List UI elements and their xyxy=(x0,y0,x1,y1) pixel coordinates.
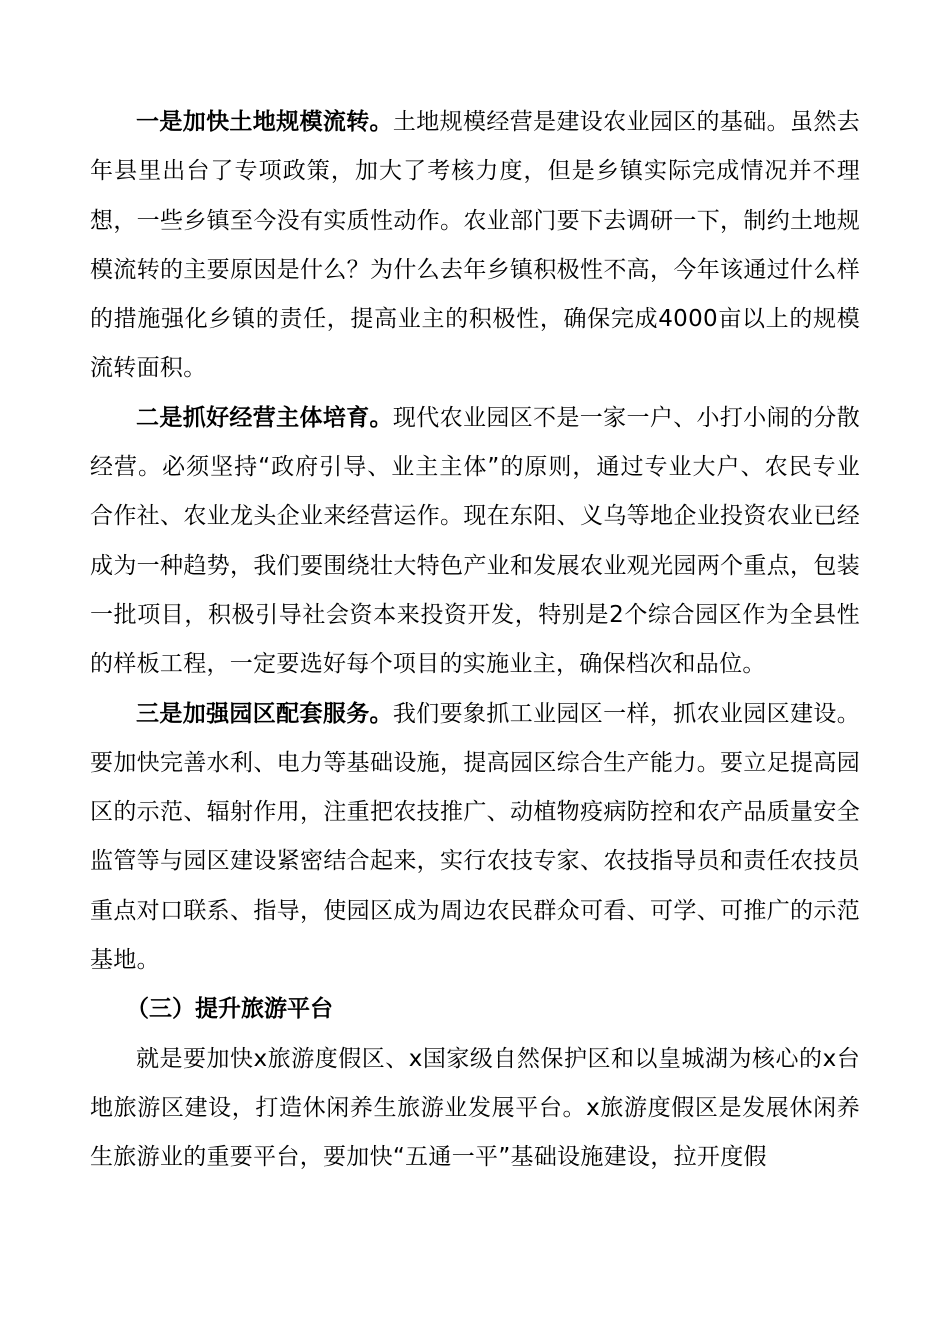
paragraph-tourism: 就是要加快x旅游度假区、x国家级自然保护区和以皇城湖为核心的x台地旅游区建设，打造休闲养生旅游业发展平台。x旅游度假区是发展休闲养生旅游业的重要平台，要加快“五通一平”基础设施建设，拉开度假 xyxy=(90,1045,860,1171)
paragraph-text: 土地规模经营是建设农业园区的基础。虽然去年县里出台了专项政策，加大了考核力度，但是乡镇实际完成情况并不理想，一些乡镇至今没有实质性动作。农业部门要下去调研一下，制约土地规模流转的主要原因是什么？为什么去年乡镇积极性不高，今年该通过什么样的措施强化乡镇的责任，提高业主的积极性，确保完成4000亩以上的规模流转面积。 xyxy=(90,109,860,382)
paragraph-operator-cultivation xyxy=(90,394,860,690)
paragraph-lead: 三是加强园区配套服务。 xyxy=(136,700,393,727)
paragraph-lead: 二是抓好经营主体培育。 xyxy=(136,404,393,431)
document-page xyxy=(90,98,860,1183)
section-heading: （三）提升旅游平台 xyxy=(126,996,333,1023)
paragraph-lead: 一是加快土地规模流转。 xyxy=(136,109,393,135)
paragraph-park-services xyxy=(90,690,860,986)
paragraph-text: 现代农业园区不是一家一户、小打小闹的分散经营。必须坚持“政府引导、业主主体”的原则，通过专业大户、农民专业合作社、农业龙头企业来经营运作。现在东阳、义乌等地企业投资农业已经成为一种趋势，我们要围绕壮大特色产业和发展农业观光园两个重点，包装一批项目，积极引导社会资本来投资开发，特别是2个综合园区作为全县性的样板工程，一定要选好每个项目的实施业主，确保档次和品位。 xyxy=(90,404,860,678)
paragraph-text: 我们要象抓工业园区一样，抓农业园区建设。要加快完善水利、电力等基础设施，提高园区综合生产能力。要立足提高园区的示范、辐射作用，注重把农技推广、动植物疫病防控和农产品质量安全监管等与园区建设紧密结合起来，实行农技专家、农技指导员和责任农技员重点对口联系、指导，使园区成为周边农民群众可看、可学、可推广的示范基地。 xyxy=(90,700,860,974)
paragraph-land-transfer xyxy=(90,98,860,394)
